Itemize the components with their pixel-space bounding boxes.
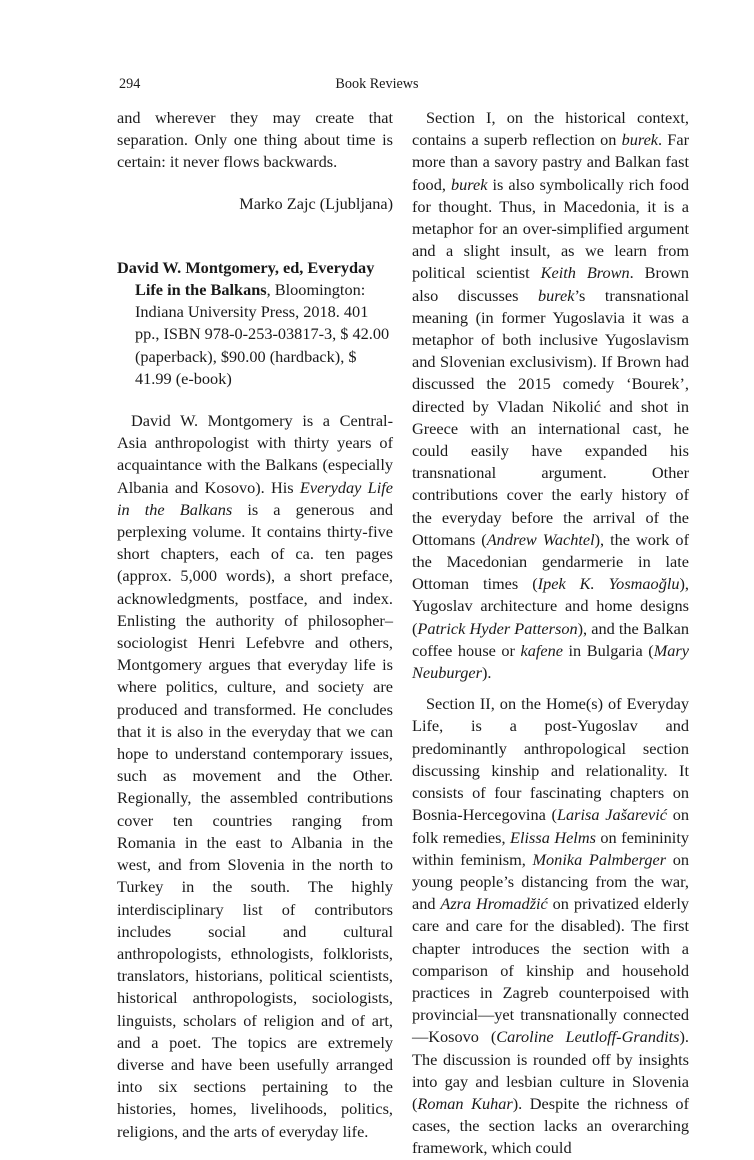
text-run: Section II, on the Home(s) of Everyday Life, is a post-Yugoslav and predominantly anthropological section discussing kinship and relationality. It consists of four fascinating chapters on Bosnia-Hercegovina ( [412,694,689,825]
italic-text-run: Larisa Jašarević [556,805,667,825]
text-run: ’s transnational meaning (in former Yugoslavia it was a metaphor of both inclusive Yugoslavism and Slovenian exclusivism). If Brown had discussed the 2015 comedy ‘Bourek’, directed by Vladan Nikolić and shot in Greece with an international cast, he could easily have expanded his transnational argument. Other contributions cover the early history of the everyday before the arrival of the Ottomans ( [412,285,690,549]
italic-text-run: burek [450,174,488,194]
previous-review-ending: and wherever they may create that separation. Only one thing about time is certain: it never flows backwards. [117,108,393,172]
review-paragraph-2 [412,107,689,684]
italic-text-run: Azra Hromadžić [440,894,548,914]
text-run: ). Despite the richness of cases, the section lacks an overarching framework, which could [412,1093,689,1158]
text-run: ). [481,663,492,683]
italic-text-run: Monika Palmberger [532,849,667,869]
italic-text-run: Patrick Hyder Patterson [417,618,578,638]
right-column [412,107,689,1160]
text-run: ), the work of the Macedonian gendarmerie in late Ottoman times ( [412,529,689,594]
italic-text-run: burek [621,130,659,150]
text-run: ), and the Balkan coffee house or [412,618,690,660]
text-run: Section I, on the historical context, contains a superb reflection on [412,108,689,150]
running-head: Book Reviews [335,76,419,92]
text-run: is a generous and perplexing volume. It contains thirty-five short chapters, each of ca. ten pages (approx. 5,000 words), a short preface, acknowledgments, postface, and index. Enlisting the authority of philosopher–sociologist Henri Lefebvre and others, Montgomery argues that everyday life is where politics, culture, and society are produced and transformed. He concludes that it is also in the everyday that we can hope to understand contemporary issues, such as movement and the Other. Regionally, the assembled contributions cover ten countries ranging from Romania in the east to Albania in the west, and from Slovenia in the north to Turkey in the south. The highly interdisciplinary list of contributors includes social and cultural anthropologists, ethnologists, folklorists, translators, historians, political scientists, historical anthropologists, sociologists, linguists, scholars of religion and of art, and a poet. The topics are extremely diverse and have been usefully arranged into six sections pertaining to the histories, homes, livelihoods, politics, religions, and the arts of everyday life. [117,499,393,1141]
text-run: on folk remedies, [412,805,689,847]
page-header [119,76,635,96]
italic-text-run: Roman Kuhar [417,1093,513,1113]
reviewer-signature: Marko Zajc (Ljubljana) [239,193,393,213]
text-run: David W. Montgomery is a Central-Asia anthropologist with thirty years of acquaintance with the Balkans (especially Albania and Kosovo). His [117,411,393,497]
italic-text-run: Andrew Wachtel [486,529,595,549]
text-run: ). The discussion is rounded off by insights into gay and lesbian culture in Slovenia ( [412,1027,689,1113]
review-bibliographic-header [117,257,393,390]
publication-details: , Bloomington: Indiana University Press, 2018. 401 pp., ISBN 978-0-253-03817-3, $ 42.00 (paperback), $90.00 (hardback), $ 41.99 (e-book) [135,280,390,388]
italic-book-title: Everyday Life in the Balkans [117,477,393,519]
text-run: ), Yugoslav architecture and home designs ( [412,574,689,638]
text-run: is also symbolically rich food for thought. Thus, in Macedonia, it is a metaphor for an over-simplified argument and a slight insult, as we learn from political scientist [412,174,690,283]
italic-text-run: Keith Brown [540,263,630,283]
text-run: on femininity within feminism, [412,827,689,869]
text-run: on privatized elderly care and care for the disabled). The first chapter introduces the section with a comparison of kinship and household practices in Zagreb counterpoised with provincial—yet transnationally connected—Kosovo ( [412,894,689,1047]
left-column [117,107,393,1143]
italic-text-run: Mary Neuburger [412,640,689,683]
italic-text-run: Elissa Helms [510,827,596,847]
italic-text-run: Caroline Leutloff-Grandits [496,1027,680,1047]
book-author-title: David W. Montgomery, ed, Everyday Life in the Balkans [117,257,375,300]
italic-text-run: Ipek K. Yosmaoğlu [537,574,680,594]
text-run: . Brown also discusses [412,263,689,305]
page-number: 294 [119,76,141,92]
italic-text-run: kafene [520,640,563,660]
text-run: . Far more than a savory pastry and Balkan fast food, [412,130,690,194]
review-paragraph-1 [117,410,393,1143]
text-run: on young people’s distancing from the war, and [412,849,689,914]
review-paragraph-3 [412,693,689,1159]
text-run: in Bulgaria ( [563,640,654,660]
italic-text-run: burek [538,285,575,305]
